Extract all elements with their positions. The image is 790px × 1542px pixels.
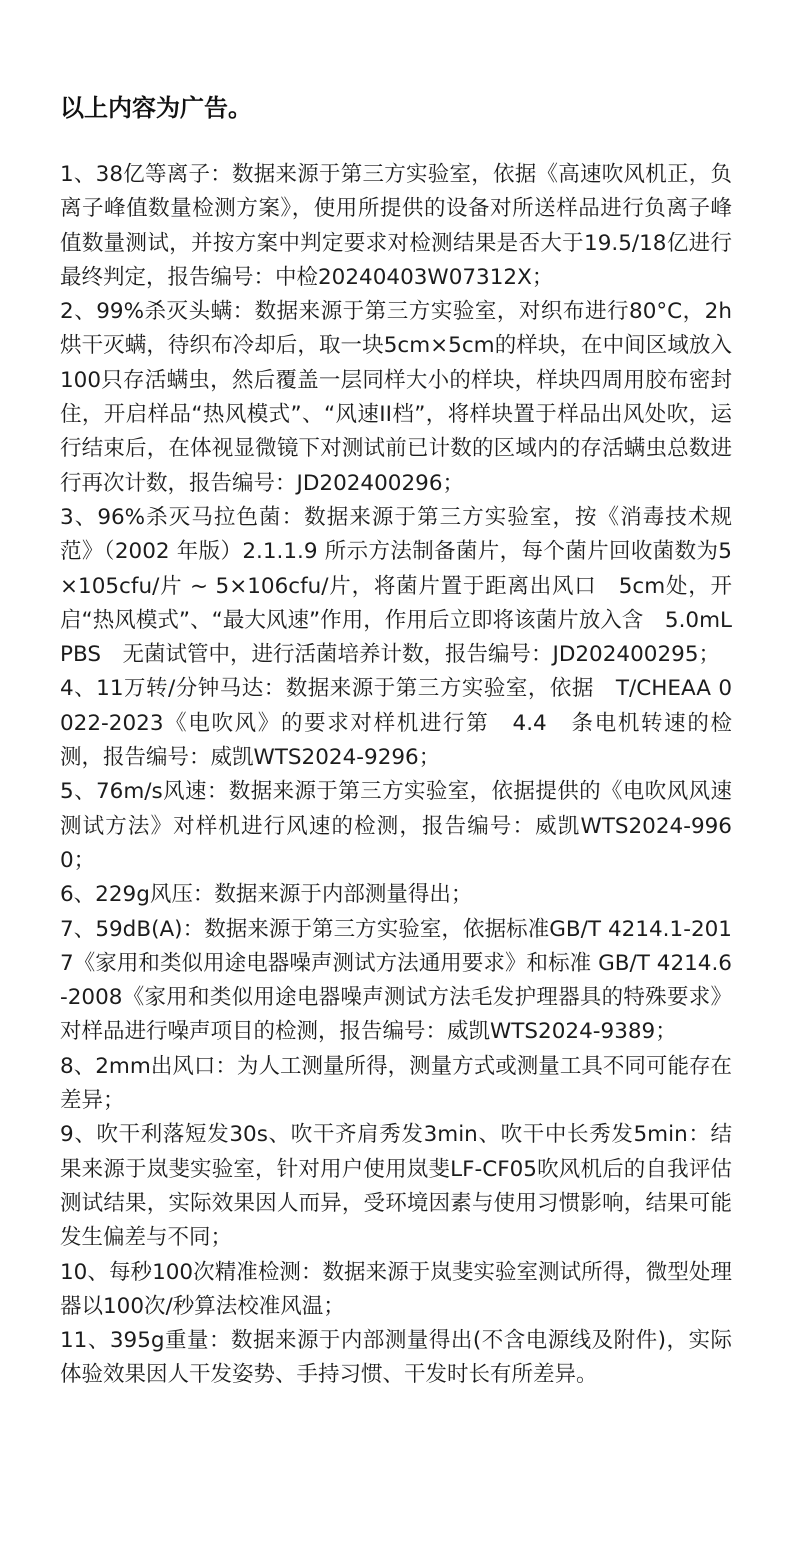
footnote-item-3: 3、96%杀灭马拉色菌：数据来源于第三方实验室，按《消毒技术规范》（2002 年版）2.1.1.9 所示方法制备菌片，每个菌片回收菌数为5×105cfu/片 ~ 5×106cfu/片，将菌片置于距离出风口 5cm处，开启“热风模式”、“最大风速”作用，作用后立即将该菌片放入含 5.0mL PBS 无菌试管中，进行活菌培养计数，报告编号：JD202400295； (60, 504, 754, 668)
footnote-item-5: 5、76m/s风速：数据来源于第三方实验室，依据提供的《电吹风风速测试方法》对样机进行风速的检测，报告编号：威凯WTS2024-9960； (60, 779, 732, 873)
footnote-item-6: 6、229g风压：数据来源于内部测量得出； (60, 882, 473, 908)
footnote-list (60, 158, 754, 1393)
ad-notice-heading: 以上内容为广告。 (60, 94, 252, 122)
footnote-item-7: 7、59dB(A)：数据来源于第三方实验室，依据标准GB/T 4214.1-2017《家用和类似用途电器噪声测试方法通用要求》和标准 GB/T 4214.6-2008《家用和类似用途电器噪声测试方法毛发护理器具的特殊要求》对样品进行噪声项目的检测，报告编号：威凯WTS2024-9389； (60, 916, 732, 1045)
footnote-item-9: 9、吹干利落短发30s、吹干齐肩秀发3min、吹干中长秀发5min：结果来源于岚斐实验室，针对用户使用岚斐LF-CF05吹风机后的自我评估测试结果，实际效果因人而异，受环境因素与使用习惯影响，结果可能发生偏差与不同； (60, 1122, 732, 1251)
footnote-item-4: 4、11万转/分钟马达：数据来源于第三方实验室，依据 T/CHEAA 0022-2023《电吹风》的要求对样机进行第 4.4 条电机转速的检测，报告编号：威凯WTS2024-9296； (60, 676, 732, 771)
footnote-item-1: 1、38亿等离子：数据来源于第三方实验室，依据《高速吹风机正，负离子峰值数量检测方案》，使用所提供的设备对所送样品进行负离子峰值数量测试，并按方案中判定要求对检测结果是否大于19.5/18亿进行最终判定，报告编号：中检20240403W07312X； (60, 162, 732, 290)
footnote-item-10: 10、每秒100次精准检测：数据来源于岚斐实验室测试所得，微型处理器以100次/秒算法校准风温； (60, 1259, 732, 1319)
footnote-item-8: 8、2mm出风口：为人工测量所得，测量方式或测量工具不同可能存在差异； (60, 1053, 732, 1114)
footnote-item-11: 11、395g重量：数据来源于内部测量得出(不含电源线及附件)，实际体验效果因人干发姿势、手持习惯、干发时长有所差异。 (60, 1328, 732, 1388)
footnote-item-2: 2、99%杀灭头螨：数据来源于第三方实验室，对织布进行80°C，2h烘干灭螨，待织布冷却后，取一块5cm×5cm的样块，在中间区域放入100只存活螨虫，然后覆盖一层同样大小的样块，样块四周用胶布密封住，开启样品“热风模式”、“风速II档”，将样块置于样品出风处吹，运行结束后，在体视显微镜下对测试前已计数的区域内的存活螨虫总数进行再次计数，报告编号：JD202400296； (60, 299, 732, 496)
